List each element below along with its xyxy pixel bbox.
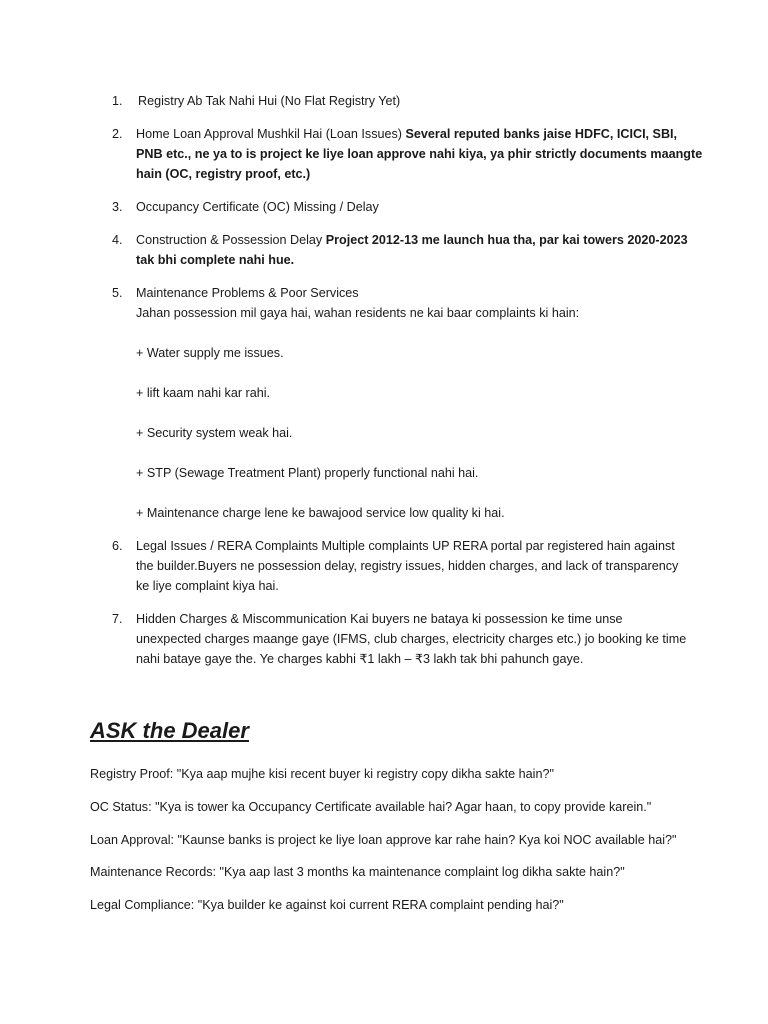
item-detail: hain (OC, registry proof, etc.) — [136, 167, 311, 181]
item-text: Registry Ab Tak Nahi Hui (No Flat Registry Yet) — [138, 94, 401, 108]
item-title: Home Loan Approval Mushkil Hai (Loan Issues) — [136, 127, 406, 141]
item-text: ke liye complaint kiya hai. — [136, 579, 279, 593]
item-text: the builder.Buyers ne possession delay, registry issues, hidden charges, and lack of transparency — [136, 559, 679, 573]
list-number: 1. — [112, 94, 123, 108]
item-text: nahi bataye gaye the. Ye charges kabhi ₹1 lakh – ₹3 lakh tak bhi pahunch gaye. — [136, 652, 584, 666]
sub-point: + Water supply me issues. — [136, 346, 284, 360]
item-detail: tak bhi complete nahi hue. — [136, 253, 295, 267]
item-title: Construction & Possession Delay — [136, 233, 326, 247]
dealer-question: OC Status: "Kya is tower ka Occupancy Certificate available hai? Agar haan, to copy provide karein." — [90, 800, 652, 814]
list-number: 2. — [112, 127, 123, 141]
list-number: 4. — [112, 233, 123, 247]
list-number: 5. — [112, 286, 123, 300]
item-detail: Several reputed banks jaise HDFC, ICICI, SBI, — [405, 127, 678, 141]
item-text: Occupancy Certificate (OC) Missing / Delay — [136, 200, 379, 214]
list-number: 3. — [112, 200, 123, 214]
list-number: 7. — [112, 612, 123, 626]
item-text: Jahan possession mil gaya hai, wahan residents ne kai baar complaints ki hain: — [136, 306, 580, 320]
item-text: Maintenance Problems & Poor Services — [136, 286, 359, 300]
section-heading: ASK the Dealer — [90, 718, 249, 743]
item-detail: PNB etc., ne ya to is project ke liye loan approve nahi kiya, ya phir strictly documents maangte — [136, 147, 703, 161]
item-detail: Project 2012-13 me launch hua tha, par kai towers 2020-2023 — [325, 233, 688, 247]
dealer-question: Registry Proof: "Kya aap mujhe kisi recent buyer ki registry copy dikha sakte hain?" — [90, 767, 554, 781]
item-text: Hidden Charges & Miscommunication Kai buyers ne bataya ki possession ke time unse — [136, 612, 623, 626]
list-number: 6. — [112, 539, 123, 553]
item-text: unexpected charges maange gaye (IFMS, club charges, electricity charges etc.) jo booking ke time — [136, 632, 687, 646]
sub-point: + STP (Sewage Treatment Plant) properly functional nahi hai. — [136, 466, 479, 480]
dealer-question: Legal Compliance: "Kya builder ke against koi current RERA complaint pending hai?" — [90, 898, 564, 912]
sub-point: + Security system weak hai. — [136, 426, 293, 440]
sub-point: + Maintenance charge lene ke bawajood service low quality ki hai. — [136, 506, 505, 520]
item-text: Legal Issues / RERA Complaints Multiple complaints UP RERA portal par registered hain against — [136, 539, 675, 553]
sub-point: + lift kaam nahi kar rahi. — [136, 386, 271, 400]
dealer-question: Maintenance Records: "Kya aap last 3 months ka maintenance complaint log dikha sakte hain?" — [90, 865, 625, 879]
dealer-question: Loan Approval: "Kaunse banks is project ke liye loan approve kar rahe hain? Kya koi NOC available hai?" — [90, 833, 677, 847]
